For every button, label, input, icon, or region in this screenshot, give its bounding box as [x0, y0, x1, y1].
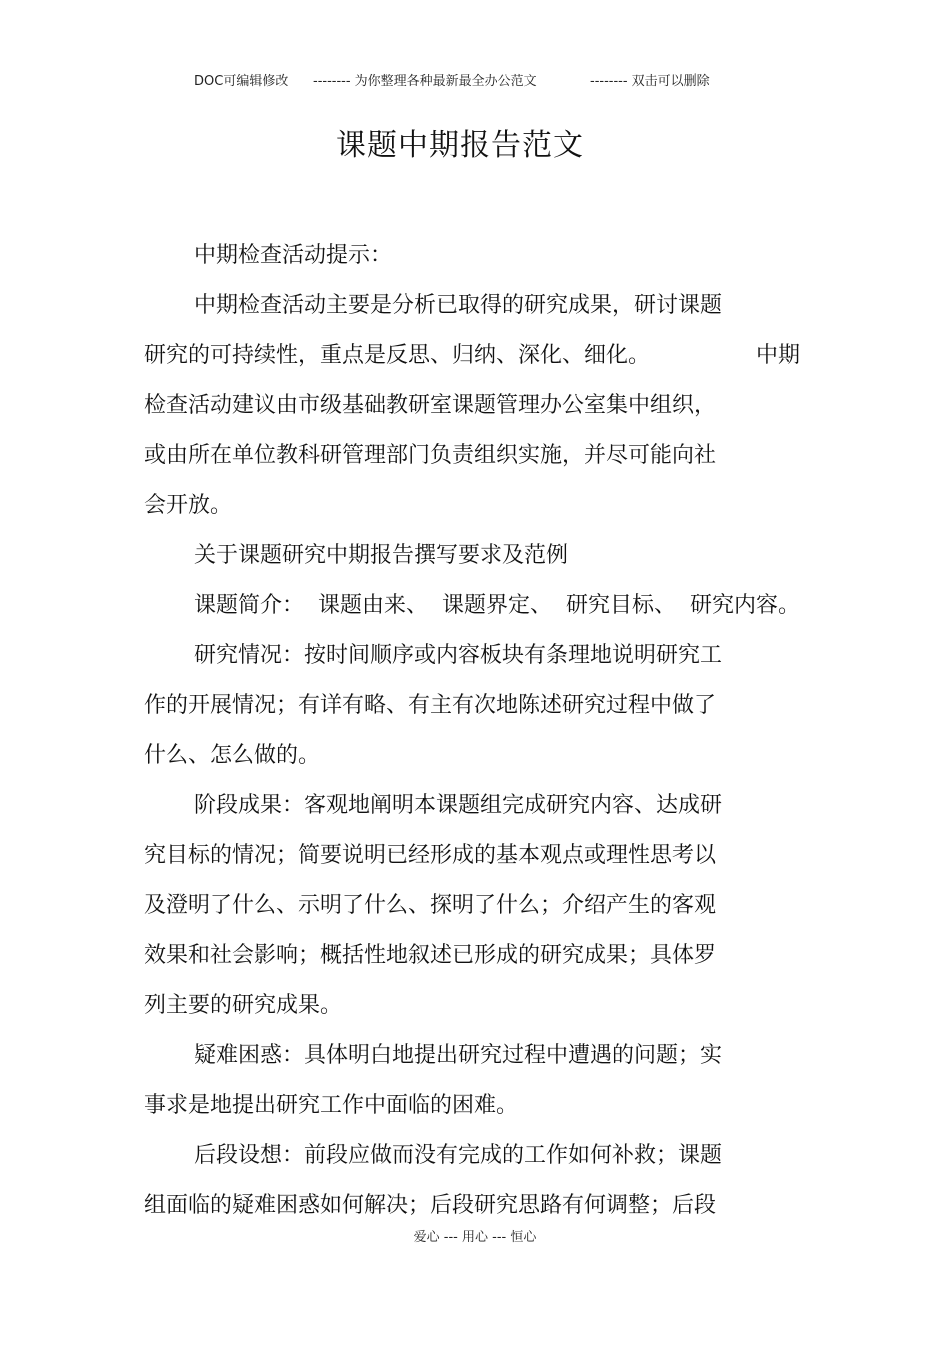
paragraph-line: 课题简介： 课题由来、 课题界定、 研究目标、 研究内容。 — [194, 593, 800, 618]
paragraph-line: 作的开展情况；有详有略、有主有次地陈述研究过程中做了 — [144, 693, 717, 718]
page-header — [0, 72, 950, 92]
header-middle-text: -------- 为你整理各种最新最全办公范文 — [313, 74, 537, 89]
paragraph-line: 效果和社会影响；概括性地叙述已形成的研究成果；具体罗 — [144, 943, 717, 968]
paragraph-line: 及澄明了什么、示明了什么、探明了什么；介绍产生的客观 — [144, 893, 717, 918]
paragraph-line: 研究的可持续性，重点是反思、归纳、深化、细化。 — [144, 343, 651, 368]
paragraph-line: 阶段成果：客观地阐明本课题组完成研究内容、达成研 — [194, 793, 723, 818]
paragraph-line: 中期检查活动主要是分析已取得的研究成果，研讨课题 — [194, 293, 723, 318]
paragraph-line: 中期 — [756, 343, 801, 368]
paragraph-line: 事求是地提出研究工作中面临的困难。 — [144, 1093, 519, 1118]
paragraph-line: 什么、怎么做的。 — [144, 743, 321, 768]
paragraph-line: 或由所在单位教科研管理部门负责组织实施，并尽可能向社 — [144, 443, 717, 468]
paragraph-line: 组面临的疑难困惑如何解决；后段研究思路有何调整；后段 — [144, 1193, 717, 1218]
paragraph-line: 关于课题研究中期报告撰写要求及范例 — [194, 543, 569, 568]
header-left-text: DOC可编辑修改 — [194, 74, 289, 89]
paragraph-line: 疑难困惑：具体明白地提出研究过程中遭遇的问题；实 — [194, 1043, 723, 1068]
document-title: 课题中期报告范文 — [336, 128, 584, 163]
paragraph-line: 中期检查活动提示： — [194, 243, 393, 268]
paragraph-line: 会开放。 — [144, 493, 233, 518]
paragraph-line: 研究情况：按时间顺序或内容板块有条理地说明研究工 — [194, 643, 723, 668]
paragraph-line: 检查活动建议由市级基础教研室课题管理办公室集中组织， — [144, 393, 717, 418]
paragraph-line: 列主要的研究成果。 — [144, 993, 343, 1018]
paragraph-line: 究目标的情况；简要说明已经形成的基本观点或理性思考以 — [144, 843, 717, 868]
paragraph-line: 后段设想：前段应做而没有完成的工作如何补救；课题 — [194, 1143, 723, 1168]
header-right-text: -------- 双击可以删除 — [590, 74, 710, 89]
page-footer: 爱心 --- 用心 --- 恒心 — [413, 1230, 537, 1245]
